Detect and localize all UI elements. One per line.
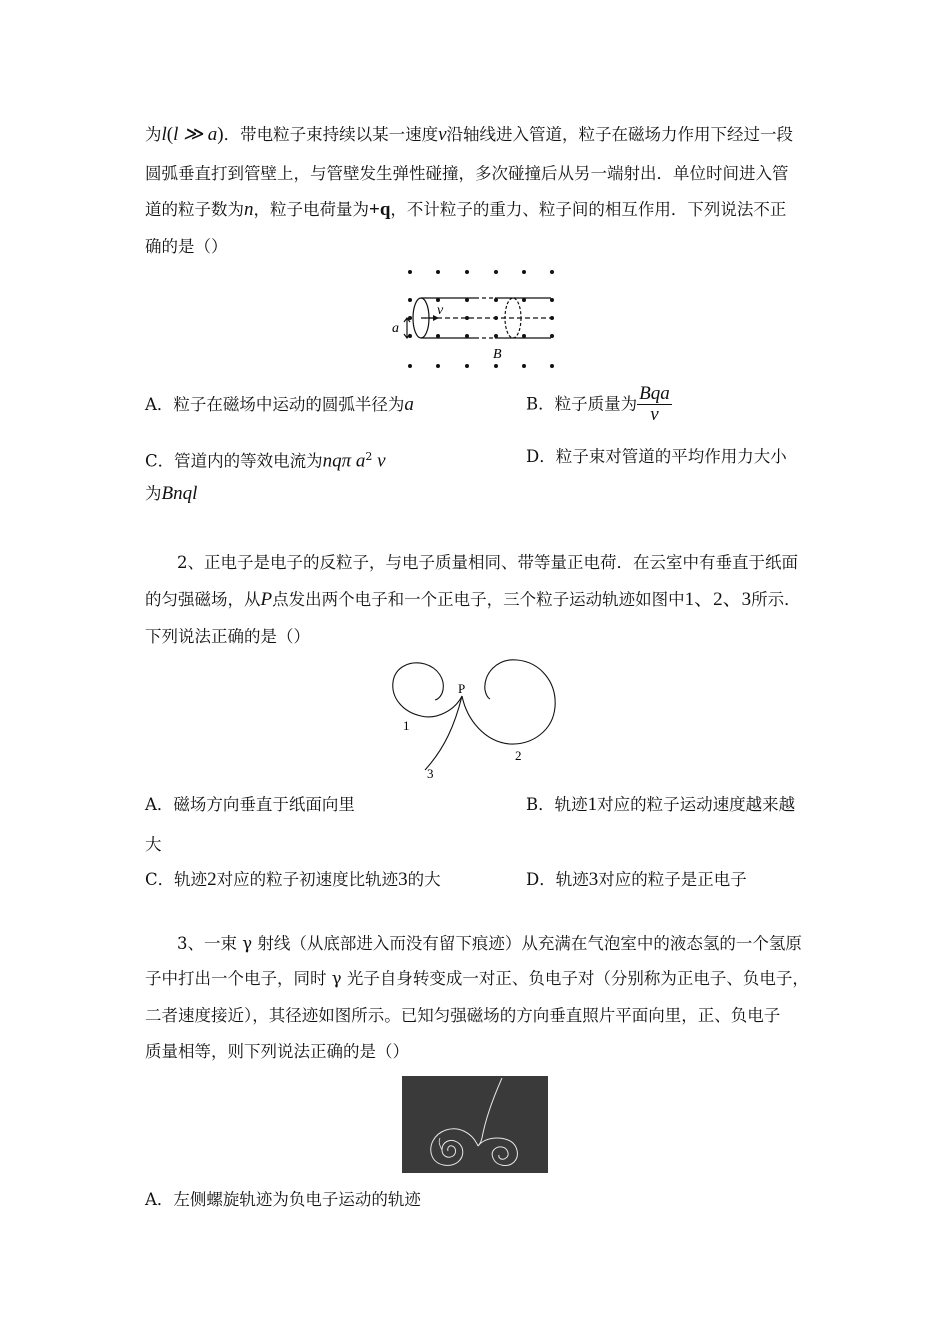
label-1: 1: [403, 718, 410, 733]
q2-option-a[interactable]: A．磁场方向垂直于纸面向里: [145, 795, 355, 814]
q2-line-3: 下列说法正确的是（）: [145, 627, 310, 646]
q3-line-1: 3、一束 γ 射线（从底部进入而没有留下痕迹）从充满在气泡室中的液态氢的一个氢原: [177, 934, 802, 953]
q1-line-1: 为l(l ≫ a)．带电粒子束持续以某一速度v沿轴线进入管道，粒子在磁场力作用下经过一段: [145, 124, 794, 145]
field-dots: [408, 270, 554, 368]
mass-fraction: $\frac{\text{Bqa}}{v}$: [639, 383, 670, 425]
q2-option-b-cont: 大: [145, 835, 162, 854]
q1-pipe-figure: [385, 262, 570, 374]
label-B: B: [493, 347, 502, 362]
q3-line-2: 子中打出一个电子，同时 γ 光子自身转变成一对正、负电子对（分别称为正电子、负电子，: [145, 969, 809, 988]
q1-line-2: 圆弧垂直打到管壁上，与管壁发生弹性碰撞，多次碰撞后从另一端射出．单位时间进入管: [145, 164, 789, 183]
track-3: [425, 696, 462, 770]
q1-option-d[interactable]: D．粒子束对管道的平均作用力大小: [526, 447, 787, 466]
q2-option-b[interactable]: B．轨迹1对应的粒子运动速度越来越: [526, 794, 796, 815]
q2-line-1: 2、正电子是电子的反粒子，与电子质量相同、带等量正电荷．在云室中有垂直于纸面: [177, 553, 798, 572]
q2-option-c[interactable]: C．轨迹2对应的粒子初速度比轨迹3的大: [145, 869, 441, 890]
q1-option-a[interactable]: A．粒子在磁场中运动的圆弧半径为a: [145, 394, 414, 415]
q1-option-d-cont: 为Bnql: [145, 483, 198, 504]
q3-option-a[interactable]: A．左侧螺旋轨迹为负电子运动的轨迹: [145, 1190, 421, 1209]
track-2: [462, 660, 555, 744]
label-2: 2: [515, 748, 522, 763]
track-1: [393, 663, 462, 717]
q3-line-4: 质量相等，则下列说法正确的是（）: [145, 1042, 409, 1061]
label-3: 3: [427, 766, 434, 781]
q1-line-4: 确的是（）: [145, 237, 228, 256]
q1-option-b[interactable]: B．粒子质量为 $\frac{\text{Bqa}}{v}$: [526, 383, 670, 425]
q3-bubble-chamber-photo: [402, 1076, 548, 1173]
q2-line-2: 的匀强磁场，从P点发出两个电子和一个正电子，三个粒子运动轨迹如图中1、2、3所示．: [145, 589, 801, 610]
q1-line-3: 道的粒子数为n，粒子电荷量为+q，不计粒子的重力、粒子间的相互作用．下列说法不正: [145, 199, 787, 220]
q1-option-c[interactable]: C．管道内的等效电流为nqπ $a^2$ v: [145, 450, 386, 472]
q2-option-d[interactable]: D．轨迹3对应的粒子是正电子: [526, 869, 747, 890]
label-a: a: [392, 321, 399, 336]
q3-line-3: 二者速度接近），其径迹如图所示。已知匀强磁场的方向垂直照片平面向里，正、负电子: [145, 1006, 781, 1025]
label-P: P: [458, 681, 466, 696]
q2-tracks-figure: [385, 652, 565, 782]
label-v: v: [437, 303, 444, 318]
